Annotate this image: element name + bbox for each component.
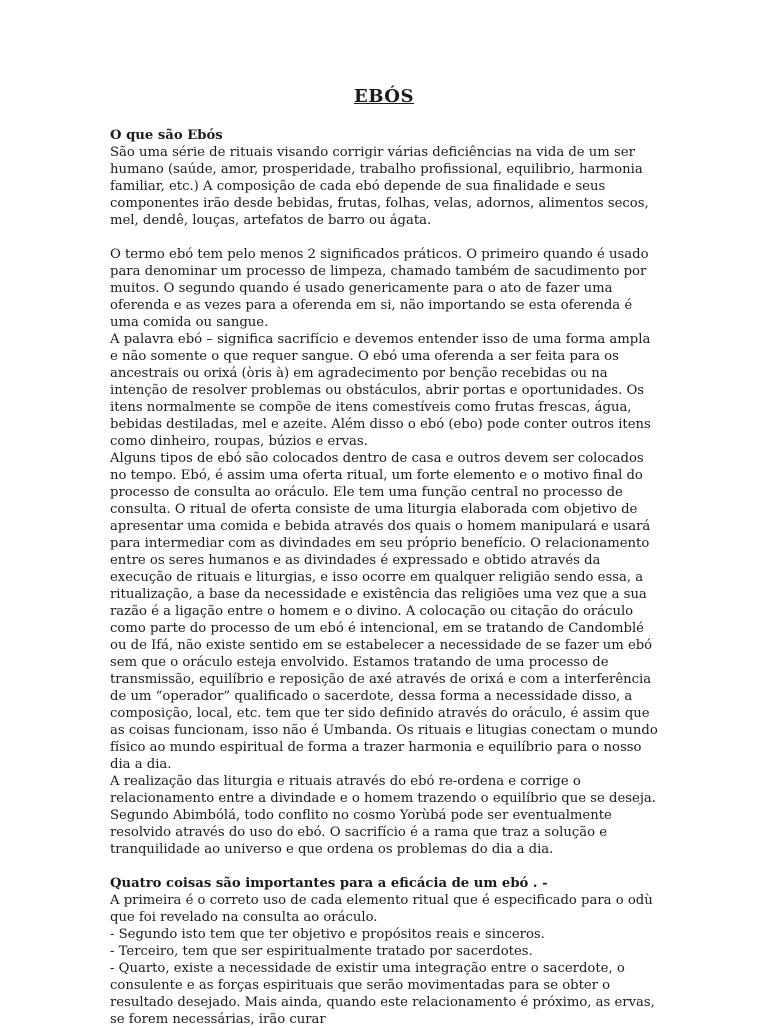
paragraph-gap — [110, 229, 658, 246]
paragraph-gap — [110, 858, 658, 875]
section-heading-four-things: Quatro coisas são importantes para a eficácia de um ebó . - — [110, 876, 548, 891]
paragraph-second-item: - Segundo isto tem que ter objetivo e propósitos reais e sinceros. — [110, 927, 545, 942]
paragraph-types-of-ebo: Alguns tipos de ebó são colocados dentro de casa e outros devem ser colocados no tempo. Ebó, é assim uma oferta ritual, um forte elemento e o motivo final do processo de consulta ao oráculo. Ele tem uma função central no processo de consulta. O ritual de oferta consiste de uma liturgia elaborada com objetivo de apresentar uma comida e bebida através dos quais o homem manipulará e usará para intermediar com as divindades em seu próprio benefício. O relacionamento entre os seres humanos e as divindades é expressado e obtido através da execução de rituais e liturgias, e isso ocorre em qualquer religião sendo essa, a ritualização, a base da necessidade e existência das religiões uma vez que a sua razão é a ligação entre o homem e o divino. A colocação ou citação do oráculo como parte do processo de um ebó é intencional, em se tratando de Candomblé ou de Ifá, não existe sentido em se estabelecer a necessidade de se fazer um ebó sem que o oráculo esteja envolvido. Estamos tratando de uma processo de transmissão, equilíbrio e reposição de axé através de orixá e com a interferência de um “operador” qualificado o sacerdote, dessa forma a necessidade disso, a composição, local, etc. tem que ter sido definido através do oráculo, é assim que as coisas funcionam, isso não é Umbanda. Os rituais e litugias conectam o mundo físico ao mundo espiritual de forma a trazer harmonia e equilíbrio para o nosso dia a dia. — [110, 451, 658, 772]
paragraph-first-item: A primeira é o correto uso de cada elemento ritual que é especificado para o odù que foi revelado na consulta ao oráculo. — [110, 893, 653, 925]
paragraph-liturgy: A realização das liturgia e rituais através do ebó re-ordena e corrige o relacionamento entre a divindade e o homem trazendo o equilíbrio que se deseja. Segundo Abimbólá, todo conflito no cosmo Yorùbá pode ser eventualmente resolvido através do uso do ebó. O sacrifício é a rama que traz a solução e tranquilidade ao universo e que ordena os problemas do dia a dia. — [110, 774, 656, 857]
paragraph-third-item: - Terceiro, tem que ser espiritualmente tratado por sacerdotes. — [110, 944, 533, 959]
paragraph-fourth-item: - Quarto, existe a necessidade de existir uma integração entre o sacerdote, o consulente e as forças espirituais que serão movimentadas para se obter o resultado desejado. Mais ainda, quando este relacionamento é próximo, as ervas, se forem necessárias, irão curar — [110, 961, 655, 1027]
paragraph-word-meaning: A palavra ebó – significa sacrifício e devemos entender isso de uma forma ampla e não somente o que requer sangue. O ebó uma oferenda a ser feita para os ancestrais ou orixá (òris à) em agradecimento por benção recebidas ou na intenção de resolver problemas ou obstáculos, abrir portas e oportunidades. Os itens normalmente se compõe de itens comestíveis como frutas frescas, água, bebidas destiladas, mel e azeite. Além disso o ebó (ebo) pode conter outros itens como dinheiro, roupas, búzios e ervas. — [110, 332, 651, 449]
document-title: EBÓS — [354, 86, 414, 107]
paragraph-term-meanings: O termo ebó tem pelo menos 2 significados práticos. O primeiro quando é usado para denominar um processo de limpeza, chamado também de sacudimento por muitos. O segundo quando é usado genericamente para o ato de fazer uma oferenda e as vezes para a oferenda em si, não importando se esta oferenda é uma comida ou sangue. — [110, 247, 649, 330]
section-heading-what-are-ebos: O que são Ebós — [110, 128, 223, 143]
document-body — [110, 127, 658, 1028]
paragraph-definition: São uma série de rituais visando corrigir várias deficiências na vida de um ser humano (saúde, amor, prosperidade, trabalho profissional, equilibrio, harmonia familiar, etc.) A composição de cada ebó depende de sua finalidade e seus componentes irão desde bebidas, frutas, folhas, velas, adornos, alimentos secos, mel, dendê, louças, artefatos de barro ou ágata. — [110, 145, 649, 228]
